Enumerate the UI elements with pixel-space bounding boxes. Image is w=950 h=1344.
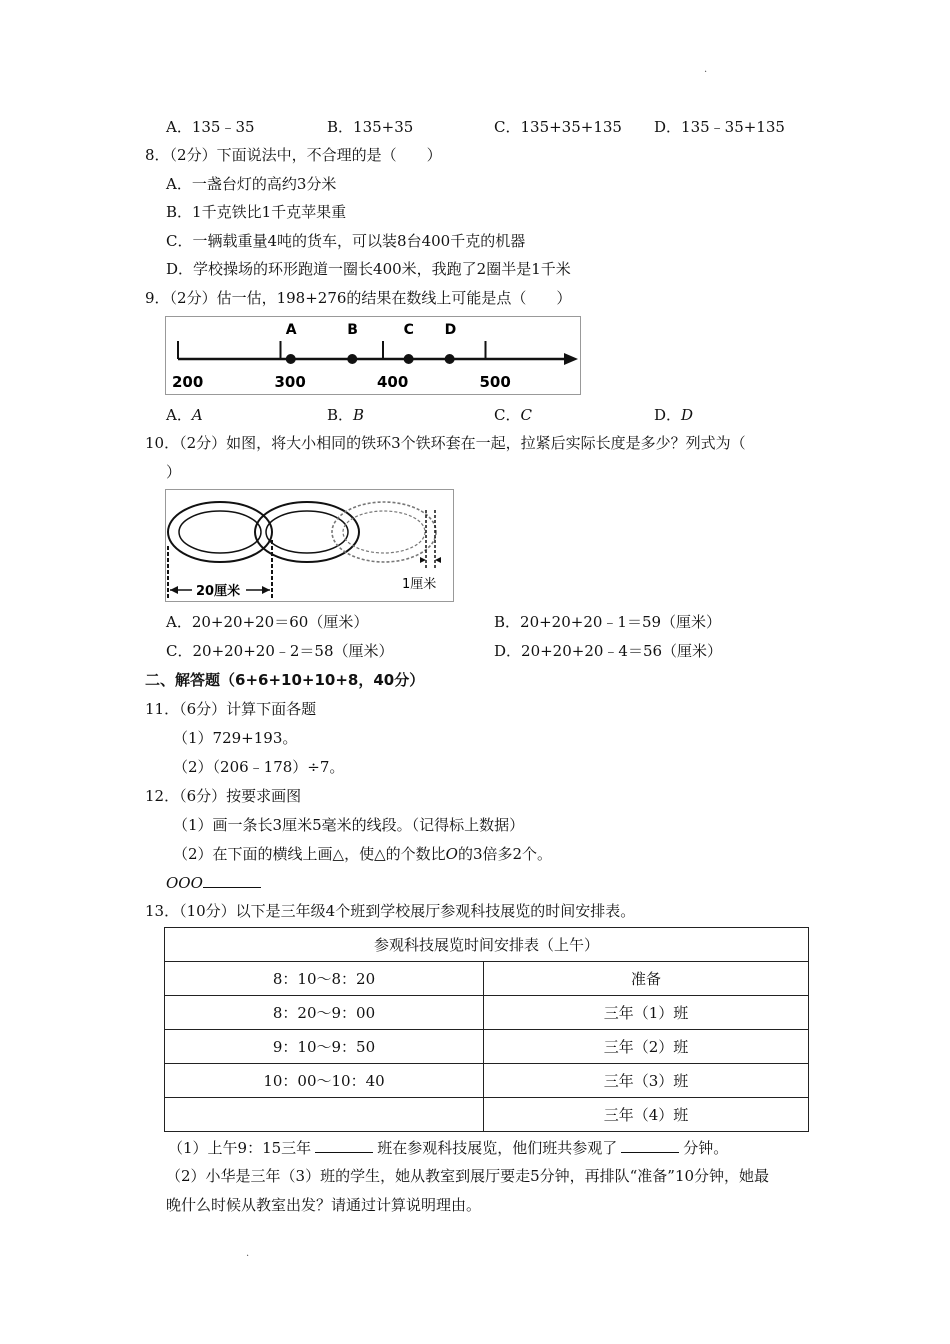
q11-part1: （1）729+193。	[173, 729, 298, 747]
point-label: A	[285, 322, 297, 338]
q7-option-a[interactable]: A．135﹣35	[166, 118, 255, 136]
dim-1cm-arrow-right	[435, 557, 441, 563]
label-20cm: 20厘米	[196, 584, 241, 599]
number-line-arrow	[564, 353, 578, 365]
schedule-table	[164, 927, 809, 1132]
section2-title: 二、解答题（6+6+10+10+8，40分）	[145, 671, 425, 689]
point-a	[286, 354, 296, 364]
q12-stem: 12．（6分）按要求画图	[145, 787, 302, 805]
table-cell-class: 准备	[484, 962, 809, 996]
dim-1cm-arrow-left	[420, 557, 426, 563]
iron-rings-figure	[165, 489, 454, 602]
point-d	[445, 354, 455, 364]
q10-stem-line1: 10．（2分）如图，将大小相同的铁环3个铁环套在一起，拉紧后实际长度是多少？列式为（	[145, 434, 746, 452]
q7-option-c[interactable]: C．135+35+135	[494, 118, 622, 136]
table-cell-time: 8：20～9：00	[165, 996, 484, 1030]
tick-label: 300	[274, 373, 306, 391]
q9-option-a[interactable]: A．A	[166, 406, 203, 424]
ring-1	[168, 502, 272, 562]
ring-2	[255, 502, 359, 562]
q11-stem: 11．（6分）计算下面各题	[145, 700, 317, 718]
q9-option-b[interactable]: B．B	[327, 406, 365, 424]
q10-option-c[interactable]: C．20+20+20﹣2＝58（厘米）	[166, 642, 394, 660]
q7-option-d[interactable]: D．135﹣35+135	[654, 118, 785, 136]
table-title: 参观科技展览时间安排表（上午）	[165, 928, 809, 962]
table-cell-time: 10：00～10：40	[165, 1064, 484, 1098]
table-cell-time: 8：10～8：20	[165, 962, 484, 996]
q13-part2-line1: （2）小华是三年（3）班的学生，她从教室到展厅要走5分钟，再排队“准备”10分钟，她最	[166, 1167, 770, 1185]
q12-answer-line[interactable]: OOO	[166, 873, 261, 893]
q11-part2: （2）（206﹣178）÷7。	[173, 758, 345, 776]
q10-option-d[interactable]: D．20+20+20﹣4＝56（厘米）	[494, 642, 723, 660]
point-label: B	[347, 322, 358, 338]
q8-option-c[interactable]: C．一辆载重量4吨的货车，可以装8台400千克的机器	[166, 232, 526, 250]
dim-20-arrow-left	[170, 586, 178, 594]
tick-label: 500	[479, 373, 511, 391]
top-dot: .	[704, 64, 708, 75]
table-title-row	[165, 928, 809, 962]
point-label: C	[403, 322, 414, 338]
q12-part1: （1）画一条长3厘米5毫米的线段。（记得标上数据）	[173, 816, 525, 834]
q8-option-a[interactable]: A．一盏台灯的高约3分米	[166, 175, 337, 193]
table-cell-class: 三年（2）班	[484, 1030, 809, 1064]
table-cell-time: 9：10～9：50	[165, 1030, 484, 1064]
table-row	[165, 1098, 809, 1132]
dim-20-arrow-right	[262, 586, 270, 594]
point-c	[404, 354, 414, 364]
tick-label: 400	[377, 373, 409, 391]
table-cell-class: 三年（4）班	[484, 1098, 809, 1132]
q8-stem: 8．（2分）下面说法中，不合理的是（ ）	[145, 146, 442, 164]
point-label: D	[444, 322, 457, 338]
q13-stem: 13．（10分）以下是三年级4个班到学校展厅参观科技展览的时间安排表。	[145, 902, 636, 920]
q10-stem-line2: ）	[166, 463, 182, 481]
table-row	[165, 996, 809, 1030]
label-1cm: 1厘米	[402, 577, 437, 592]
table-cell-time-empty[interactable]	[165, 1098, 484, 1132]
q13-blank-class[interactable]	[315, 1138, 373, 1153]
table-cell-class: 三年（1）班	[484, 996, 809, 1030]
q13-blank-minutes[interactable]	[621, 1138, 679, 1153]
table-row	[165, 1064, 809, 1098]
table-row	[165, 1030, 809, 1064]
bottom-dot: .	[246, 1248, 250, 1259]
table-cell-class: 三年（3）班	[484, 1064, 809, 1098]
q10-option-a[interactable]: A．20+20+20＝60（厘米）	[166, 613, 369, 631]
q10-option-b[interactable]: B．20+20+20﹣1＝59（厘米）	[494, 613, 722, 631]
table-row	[165, 962, 809, 996]
point-b	[347, 354, 357, 364]
q13-part1: （1）上午9：15三年 班在参观科技展览，他们班共参观了 分钟。	[168, 1139, 729, 1157]
number-line-svg	[166, 317, 580, 394]
q8-option-b[interactable]: B．1千克铁比1千克苹果重	[166, 203, 347, 221]
q12-part2: （2）在下面的横线上画△，使△的个数比O的3倍多2个。	[173, 845, 553, 863]
tick-label: 200	[172, 373, 204, 391]
q8-option-d[interactable]: D．学校操场的环形跑道一圈长400米，我跑了2圈半是1千米	[166, 260, 571, 278]
q7-option-b[interactable]: B．135+35	[327, 118, 414, 136]
number-line-figure	[165, 316, 581, 395]
q9-option-c[interactable]: C．C	[494, 406, 532, 424]
q9-option-d[interactable]: D．D	[654, 406, 694, 424]
iron-rings-svg	[166, 490, 453, 601]
q9-stem: 9．（2分）估一估，198+276的结果在数线上可能是点（ ）	[145, 289, 572, 307]
q13-part2-line2: 晚什么时候从教室出发？请通过计算说明理由。	[166, 1196, 482, 1214]
